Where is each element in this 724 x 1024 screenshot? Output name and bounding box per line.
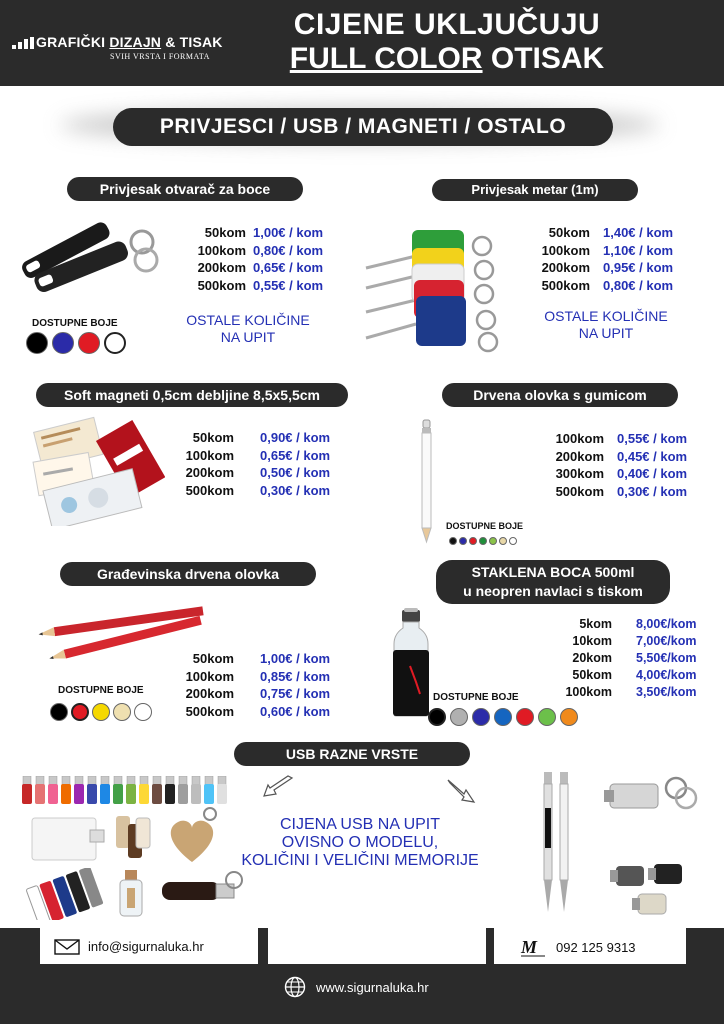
carpenter-pencil-price-list (176, 650, 330, 720)
quantity: 10kom (572, 634, 612, 648)
usb-swivel-image (108, 814, 158, 864)
price-row (556, 667, 696, 684)
color-swatch-black (50, 703, 68, 721)
price: 1,00€ / kom (260, 651, 331, 666)
price: 0,55€ / kom (253, 277, 324, 293)
price: 0,85€ / kom (260, 668, 331, 684)
monogram-logo-icon (520, 936, 546, 958)
pencil-image (414, 418, 438, 546)
color-swatch-blue (52, 332, 74, 354)
note-line: OVISNO O MODELU, (281, 834, 439, 851)
usb-heart-image (160, 806, 224, 866)
quantity: 50kom (204, 225, 246, 240)
carpenter-colors-label: DOSTUPNE BOJE (58, 685, 144, 696)
price-row (176, 650, 330, 668)
price: 1,00€ / kom (253, 225, 324, 240)
price: 0,30€ / kom (617, 483, 688, 499)
meter-price-list (530, 224, 673, 294)
opener-title: Privjesak otvarač za boce (67, 177, 303, 201)
quantity: 500kom (197, 277, 246, 293)
quantity: 200kom (185, 686, 234, 701)
price: 0,55€ / kom (617, 431, 688, 446)
color-swatch-black (449, 537, 457, 545)
svg-text:M: M (521, 937, 538, 957)
price-row (556, 633, 696, 650)
color-swatch-black (26, 332, 48, 354)
price: 0,65€ / kom (253, 260, 324, 275)
usb-card-image (30, 814, 106, 864)
color-swatch-navy (472, 708, 490, 726)
color-swatch-green (479, 537, 487, 545)
color-swatch-red (71, 703, 89, 721)
usb-otg-image (608, 858, 688, 924)
price: 3,50€/kom (636, 685, 697, 699)
color-swatch-light-green (489, 537, 497, 545)
opener-quantity-note (170, 312, 326, 346)
price-row (530, 259, 673, 277)
color-swatch-white (134, 703, 152, 721)
usb-stick (126, 776, 136, 804)
price: 0,40€ / kom (617, 466, 688, 481)
price: 8,00€/kom (636, 617, 697, 631)
header-bar (0, 0, 724, 86)
usb-stick (48, 776, 58, 804)
quantity: 500kom (541, 277, 590, 293)
bottle-colors-label: DOSTUPNE BOJE (433, 692, 519, 703)
color-swatch-orange (560, 708, 578, 726)
quantity: 200kom (185, 465, 234, 480)
magnets-image (30, 416, 165, 526)
price-row (176, 685, 330, 703)
usb-sticks-row (22, 776, 227, 804)
color-swatch-red (469, 537, 477, 545)
pencil-price-list (540, 430, 687, 500)
price-row (176, 447, 330, 465)
color-swatch-green (538, 708, 556, 726)
color-swatch-white (104, 332, 126, 354)
logo-title: GRAFIČKI DIZAJN & TISAK (36, 34, 223, 50)
price-row (540, 430, 687, 448)
opener-price-list (180, 224, 323, 294)
quantity: 50kom (548, 225, 590, 240)
price: 5,50€/kom (636, 651, 697, 665)
color-swatch-blue (459, 537, 467, 545)
header-subheadline: FULL COLOR OTISAK (289, 42, 605, 75)
quantity: 100kom (541, 242, 590, 258)
bottle-opener-image (14, 216, 164, 296)
glass-bottle-image (386, 608, 436, 718)
color-swatch-blue (494, 708, 512, 726)
usb-stick (139, 776, 149, 804)
price-row (530, 224, 673, 242)
price-row (556, 650, 696, 667)
arrow-right-down-icon (446, 776, 476, 804)
quantity: 300kom (555, 466, 604, 481)
price-row (540, 448, 687, 466)
price: 1,10€ / kom (603, 242, 674, 258)
carpenter-color-swatches (50, 703, 152, 721)
price: 0,65€ / kom (260, 447, 331, 463)
color-swatch-yellow (92, 703, 110, 721)
price-row (180, 259, 323, 277)
usb-stick (178, 776, 188, 804)
usb-stick (35, 776, 45, 804)
price-row (556, 616, 696, 633)
usb-stick (22, 776, 32, 804)
color-swatch-beige (499, 537, 507, 545)
usb-stick (204, 776, 214, 804)
price-row (180, 242, 323, 260)
color-swatch-cream (113, 703, 131, 721)
usb-metal-keychain-image (604, 772, 700, 816)
bottle-color-swatches (428, 708, 578, 726)
bottle-title-line: u neopren navlaci s tiskom (463, 583, 643, 599)
quantity: 50kom (192, 430, 234, 445)
price: 0,80€ / kom (603, 277, 674, 293)
usb-stick (113, 776, 123, 804)
usb-bottle-image (116, 868, 146, 918)
logo-subtitle: SVIH VRSTA I FORMATA (110, 52, 210, 61)
color-swatch-red (78, 332, 100, 354)
usb-pens-image (538, 768, 578, 918)
opener-colors-label: DOSTUPNE BOJE (32, 318, 118, 329)
price: 1,40€ / kom (603, 225, 674, 240)
usb-stick (61, 776, 71, 804)
envelope-icon (54, 939, 80, 955)
price-row (180, 277, 323, 295)
website-link[interactable]: www.sigurnaluka.hr (316, 980, 429, 995)
usb-leather-image (160, 868, 248, 918)
bottle-title (436, 560, 670, 604)
pencil-colors-label: DOSTUPNE BOJE (446, 521, 524, 531)
meter-title: Privjesak metar (1m) (432, 179, 638, 201)
header-headline: CIJENE UKLJUČUJU (293, 8, 601, 41)
quantity: 50kom (572, 668, 612, 682)
globe-icon (284, 976, 306, 998)
meter-quantity-note (528, 308, 684, 342)
price: 0,45€ / kom (617, 448, 688, 464)
bottle-price-list (556, 616, 696, 701)
pencil-color-swatches (449, 537, 517, 545)
color-swatch-grey (450, 708, 468, 726)
carpenter-pencil-title: Građevinska drvena olovka (60, 562, 316, 586)
quantity: 50kom (192, 651, 234, 666)
price: 0,50€ / kom (260, 465, 331, 480)
price: 0,90€ / kom (260, 430, 331, 445)
price-row (176, 703, 330, 721)
price-row (540, 483, 687, 501)
price: 0,95€ / kom (603, 260, 674, 275)
tape-measure-image (356, 226, 506, 356)
price-row (176, 668, 330, 686)
price: 0,60€ / kom (260, 703, 331, 719)
usb-price-note (220, 816, 500, 870)
note-line: CIJENA USB NA UPIT (279, 816, 441, 833)
usb-stick (152, 776, 162, 804)
opener-color-swatches (26, 332, 126, 354)
price: 7,00€/kom (636, 634, 697, 648)
arrow-left-down-icon (262, 774, 294, 800)
note-line: NA UPIT (578, 325, 634, 341)
price-row (530, 277, 673, 295)
usb-colored-sticks-image (26, 868, 104, 920)
usb-stick (191, 776, 201, 804)
quantity: 500kom (555, 483, 604, 499)
phone-number[interactable]: 092 125 9313 (556, 940, 636, 955)
quantity: 200kom (197, 260, 246, 275)
usb-stick (74, 776, 84, 804)
usb-title: USB RAZNE VRSTE (234, 742, 470, 766)
price-row (180, 224, 323, 242)
quantity: 100kom (555, 431, 604, 446)
price: 0,30€ / kom (260, 482, 331, 498)
quantity: 5kom (579, 617, 612, 631)
note-line: NA UPIT (220, 329, 276, 345)
usb-stick (165, 776, 175, 804)
quantity: 100kom (185, 668, 234, 684)
color-swatch-red (516, 708, 534, 726)
price: 0,75€ / kom (260, 686, 331, 701)
bar-chart-icon (12, 37, 34, 49)
quantity: 200kom (541, 260, 590, 275)
usb-stick (217, 776, 227, 804)
magnets-title: Soft magneti 0,5cm debljine 8,5x5,5cm (36, 383, 348, 407)
price: 4,00€/kom (636, 668, 697, 682)
price-row (540, 465, 687, 483)
section-title: PRIVJESCI / USB / MAGNETI / OSTALO (113, 108, 613, 146)
note-line: OSTALE KOLIČINE (544, 308, 668, 324)
usb-stick (100, 776, 110, 804)
quantity: 500kom (185, 482, 234, 498)
pencil-title: Drvena olovka s gumicom (442, 383, 678, 407)
note-line: OSTALE KOLIČINE (186, 312, 310, 328)
bottle-title-line: STAKLENA BOCA 500ml (471, 564, 635, 580)
email-link[interactable]: info@sigurnaluka.hr (88, 939, 204, 954)
quantity: 200kom (555, 448, 604, 464)
footer-blank-box (268, 928, 486, 964)
color-swatch-white (509, 537, 517, 545)
price-row (530, 242, 673, 260)
price: 0,80€ / kom (253, 242, 324, 258)
quantity: 500kom (185, 703, 234, 719)
magnets-price-list (176, 429, 330, 499)
quantity: 20kom (572, 651, 612, 665)
price-row (176, 482, 330, 500)
quantity: 100kom (185, 447, 234, 463)
price-row (556, 684, 696, 701)
quantity: 100kom (565, 685, 612, 699)
usb-stick (87, 776, 97, 804)
color-swatch-black (428, 708, 446, 726)
quantity: 100kom (197, 242, 246, 258)
price-row (176, 429, 330, 447)
note-line: KOLIČINI I VELIČINI MEMORIJE (241, 852, 479, 869)
price-row (176, 464, 330, 482)
